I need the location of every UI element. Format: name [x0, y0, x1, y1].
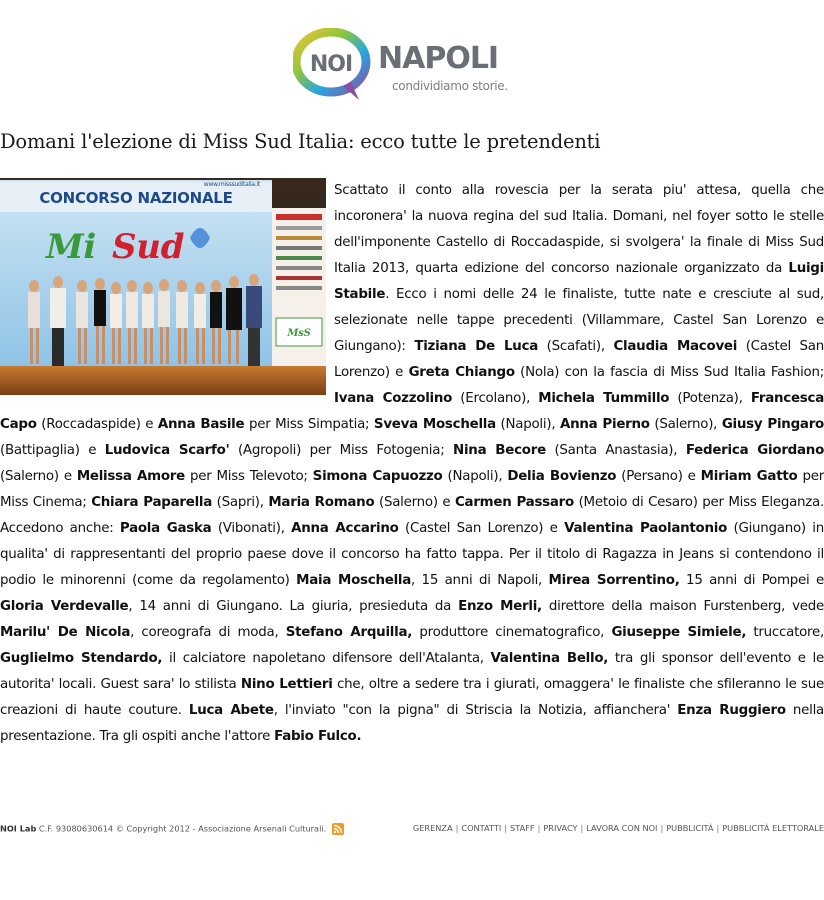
article-name-highlight: Delia Bovienzo — [507, 469, 617, 484]
article-text-run: (Agropoli) per Miss Fotogenia; — [229, 443, 453, 458]
photo-banner-text: CONCORSO NAZIONALE — [39, 189, 233, 207]
article-name-highlight: Ludovica Scarfo' — [104, 443, 230, 458]
article-text-run: 15 anni di Pompei e — [679, 573, 824, 588]
article-name-highlight: Michela Tummillo — [538, 391, 670, 406]
article-name-highlight: Maria Romano — [268, 495, 375, 510]
article-text-run: per Miss Televoto; — [185, 469, 313, 484]
article-text-run: produttore cinematografico, — [412, 625, 612, 640]
article-text-run: (Santa Anastasia), — [545, 443, 686, 458]
article-name-highlight: Claudia Macovei — [613, 339, 738, 354]
article-text-run: per Miss Cinema; — [0, 469, 824, 510]
article-text-run: (Giungano) in qualita' di rappresentanti del proprio paese dove il concorso ha fatto tappa. Per il titolo di Ragazza in Jeans si contendono il podio le minorenni (come da regolamento) — [0, 521, 824, 588]
article-text-run: (Ercolano), — [452, 391, 539, 406]
article-name-highlight: Maia Moschella — [296, 573, 412, 588]
article-name-highlight: Giusy Pingaro — [721, 417, 824, 432]
footer-link-pubblicita-elettorale[interactable]: PUBBLICITÀ ELETTORALE — [722, 823, 824, 833]
article-text-run: (Nola) con la fascia di Miss Sud Italia Fashion; — [514, 365, 824, 380]
photo-logo-b: Sud — [112, 227, 185, 267]
article-text-run: (Metoio di Cesaro) per Miss Eleganza. Accedono anche: — [0, 495, 824, 536]
footer-brand: NOI Lab — [0, 823, 37, 834]
article-text-run: , coreografa di moda, — [130, 625, 286, 640]
article-name-highlight: Federica Giordano — [685, 443, 824, 458]
article-text-run: . Ecco i nomi delle 24 le finaliste, tutte nate e cresciute al sud, selezionate nelle tappe precedenti (Villammare, Castel San Lorenzo e Giungano): — [334, 287, 824, 354]
article-body — [0, 178, 824, 750]
footer-link-lavora-con-noi[interactable]: LAVORA CON NOI — [586, 823, 658, 833]
article-photo — [0, 178, 326, 395]
article-text-run: (Scafati), — [538, 339, 614, 354]
article-name-highlight: Nina Becore — [453, 443, 546, 458]
article-text-run: (Roccadaspide) e — [36, 417, 158, 432]
article-name-highlight: Guglielmo Stendardo, — [0, 651, 163, 666]
article-text-run: (Potenza), — [669, 391, 751, 406]
article-text-run: direttore della maison Furstenberg, vede — [541, 599, 824, 614]
footer-link-pubblicita[interactable]: PUBBLICITÀ — [666, 823, 714, 833]
article-name-highlight: Ivana Cozzolino — [334, 391, 453, 406]
footer-legal-text: C.F. 93080630614 © Copyright 2012 - Associazione Arsenali Culturali. — [36, 823, 327, 834]
article-text-run: per Miss Simpatia; — [244, 417, 374, 432]
article-name-highlight: Paola Gaska — [119, 521, 212, 536]
photo-logo-a: Mi — [46, 227, 97, 267]
site-logo[interactable] — [290, 26, 520, 108]
article-name-highlight: Greta Chiango — [408, 365, 515, 380]
footer-link-privacy[interactable]: PRIVACY — [543, 823, 578, 833]
article-name-highlight: Gloria Verdevalle — [0, 599, 129, 614]
article-name-highlight: Francesca Capo — [0, 391, 824, 432]
footer-link-contatti[interactable]: CONTATTI — [461, 823, 502, 833]
article-text-run: (Castel San Lorenzo) e — [334, 339, 824, 380]
article-text-run: , l'inviato "con la pigna" di Striscia la Notizia, affianchera' — [273, 703, 678, 718]
article-name-highlight: Anna Accarino — [291, 521, 399, 536]
article-name-highlight: Tiziana De Luca — [414, 339, 539, 354]
article-text-run: (Napoli), — [495, 417, 560, 432]
footer-links: GERENZA | CONTATTI | STAFF | PRIVACY | LAVORA CON NOI | PUBBLICITÀ | PUBBLICITÀ ELETTORALE — [412, 823, 824, 833]
article-text-run: (Persano) e — [616, 469, 701, 484]
article-name-highlight: Simona Capuozzo — [312, 469, 443, 484]
logo-word-b: NAPOLI — [378, 41, 499, 76]
article-name-highlight: Anna Pierno — [559, 417, 650, 432]
article-text-run: (Vibonati), — [211, 521, 292, 536]
article-name-highlight: Luigi Stabile — [334, 261, 824, 302]
article-name-highlight: Chiara Paparella — [91, 495, 213, 510]
article-name-highlight: Luca Abete — [188, 703, 274, 718]
footer-link-staff[interactable]: STAFF — [510, 823, 535, 833]
article-name-highlight: Fabio Fulco. — [274, 729, 362, 744]
logo-tagline: condividiamo storie. — [392, 79, 508, 93]
article-text-run: (Salerno), — [649, 417, 722, 432]
article-text-run: nella presentazione. Tra gli ospiti anche l'attore — [0, 703, 824, 744]
article-title: Domani l'elezione di Miss Sud Italia: ecco tutte le pretendenti — [0, 130, 601, 153]
article-name-highlight: Stefano Arquilla, — [285, 625, 413, 640]
article-text-run: (Napoli), — [442, 469, 508, 484]
article-name-highlight: Sveva Moschella — [373, 417, 496, 432]
footer-legal — [0, 823, 344, 835]
article-name-highlight: Carmen Passaro — [454, 495, 574, 510]
article-name-highlight: Valentina Bello, — [490, 651, 609, 666]
article-name-highlight: Melissa Amore — [76, 469, 185, 484]
article-text-run: il calciatore napoletano difensore dell'Atalanta, — [162, 651, 491, 666]
article-text-run: che, oltre a sedere tra i giurati, omaggera' le finaliste che sfileranno le sue creazioni di haute couture. — [0, 677, 824, 718]
article-name-highlight: Giuseppe Simiele, — [611, 625, 747, 640]
article-text-run: , 15 anni di Napoli, — [411, 573, 549, 588]
photo-site-text: www.misssuditalia.it — [203, 181, 260, 188]
article-text-run: (Salerno) e — [374, 495, 455, 510]
article-text-run: (Salerno) e — [0, 469, 77, 484]
article-text-run: (Sapri), — [212, 495, 269, 510]
article-name-highlight: Nino Lettieri — [240, 677, 333, 692]
article-name-highlight: Anna Basile — [157, 417, 245, 432]
article-name-highlight: Miriam Gatto — [700, 469, 798, 484]
article-name-highlight: Enzo Merli, — [458, 599, 542, 614]
article-name-highlight: Mirea Sorrentino, — [548, 573, 680, 588]
article-text-run: tra gli sponsor dell'evento e le autorita' locali. Guest sara' lo stilista — [0, 651, 824, 692]
article-text-run: Scattato il conto alla rovescia per la serata piu' attesa, quella che incoronera' la nuova regina del sud Italia. Domani, nel foyer sotto le stelle dell'imponente Castello di Roccadaspide, si svolgera' la finale di Miss Sud Italia 2013, quarta edizione del concorso nazionale organizzato da — [334, 183, 824, 276]
article-text-run: (Castel San Lorenzo) e — [398, 521, 565, 536]
logo-word-a: NOI — [309, 52, 353, 77]
article-text-run: (Battipaglia) e — [0, 443, 105, 458]
article-name-highlight: Valentina Paolantonio — [564, 521, 728, 536]
noi-logo-mark — [293, 28, 371, 102]
rss-icon[interactable] — [332, 823, 344, 835]
svg-text:MsS: MsS — [287, 328, 311, 339]
article-name-highlight: Marilu' De Nicola — [0, 625, 131, 640]
article-name-highlight: Enza Ruggiero — [677, 703, 786, 718]
event-photo-illustration — [0, 178, 326, 395]
footer-link-gerenza[interactable]: GERENZA — [412, 823, 453, 833]
article-text-run: truccatore, — [746, 625, 824, 640]
article-text-run: , 14 anni di Giungano. La giuria, presieduta da — [128, 599, 459, 614]
